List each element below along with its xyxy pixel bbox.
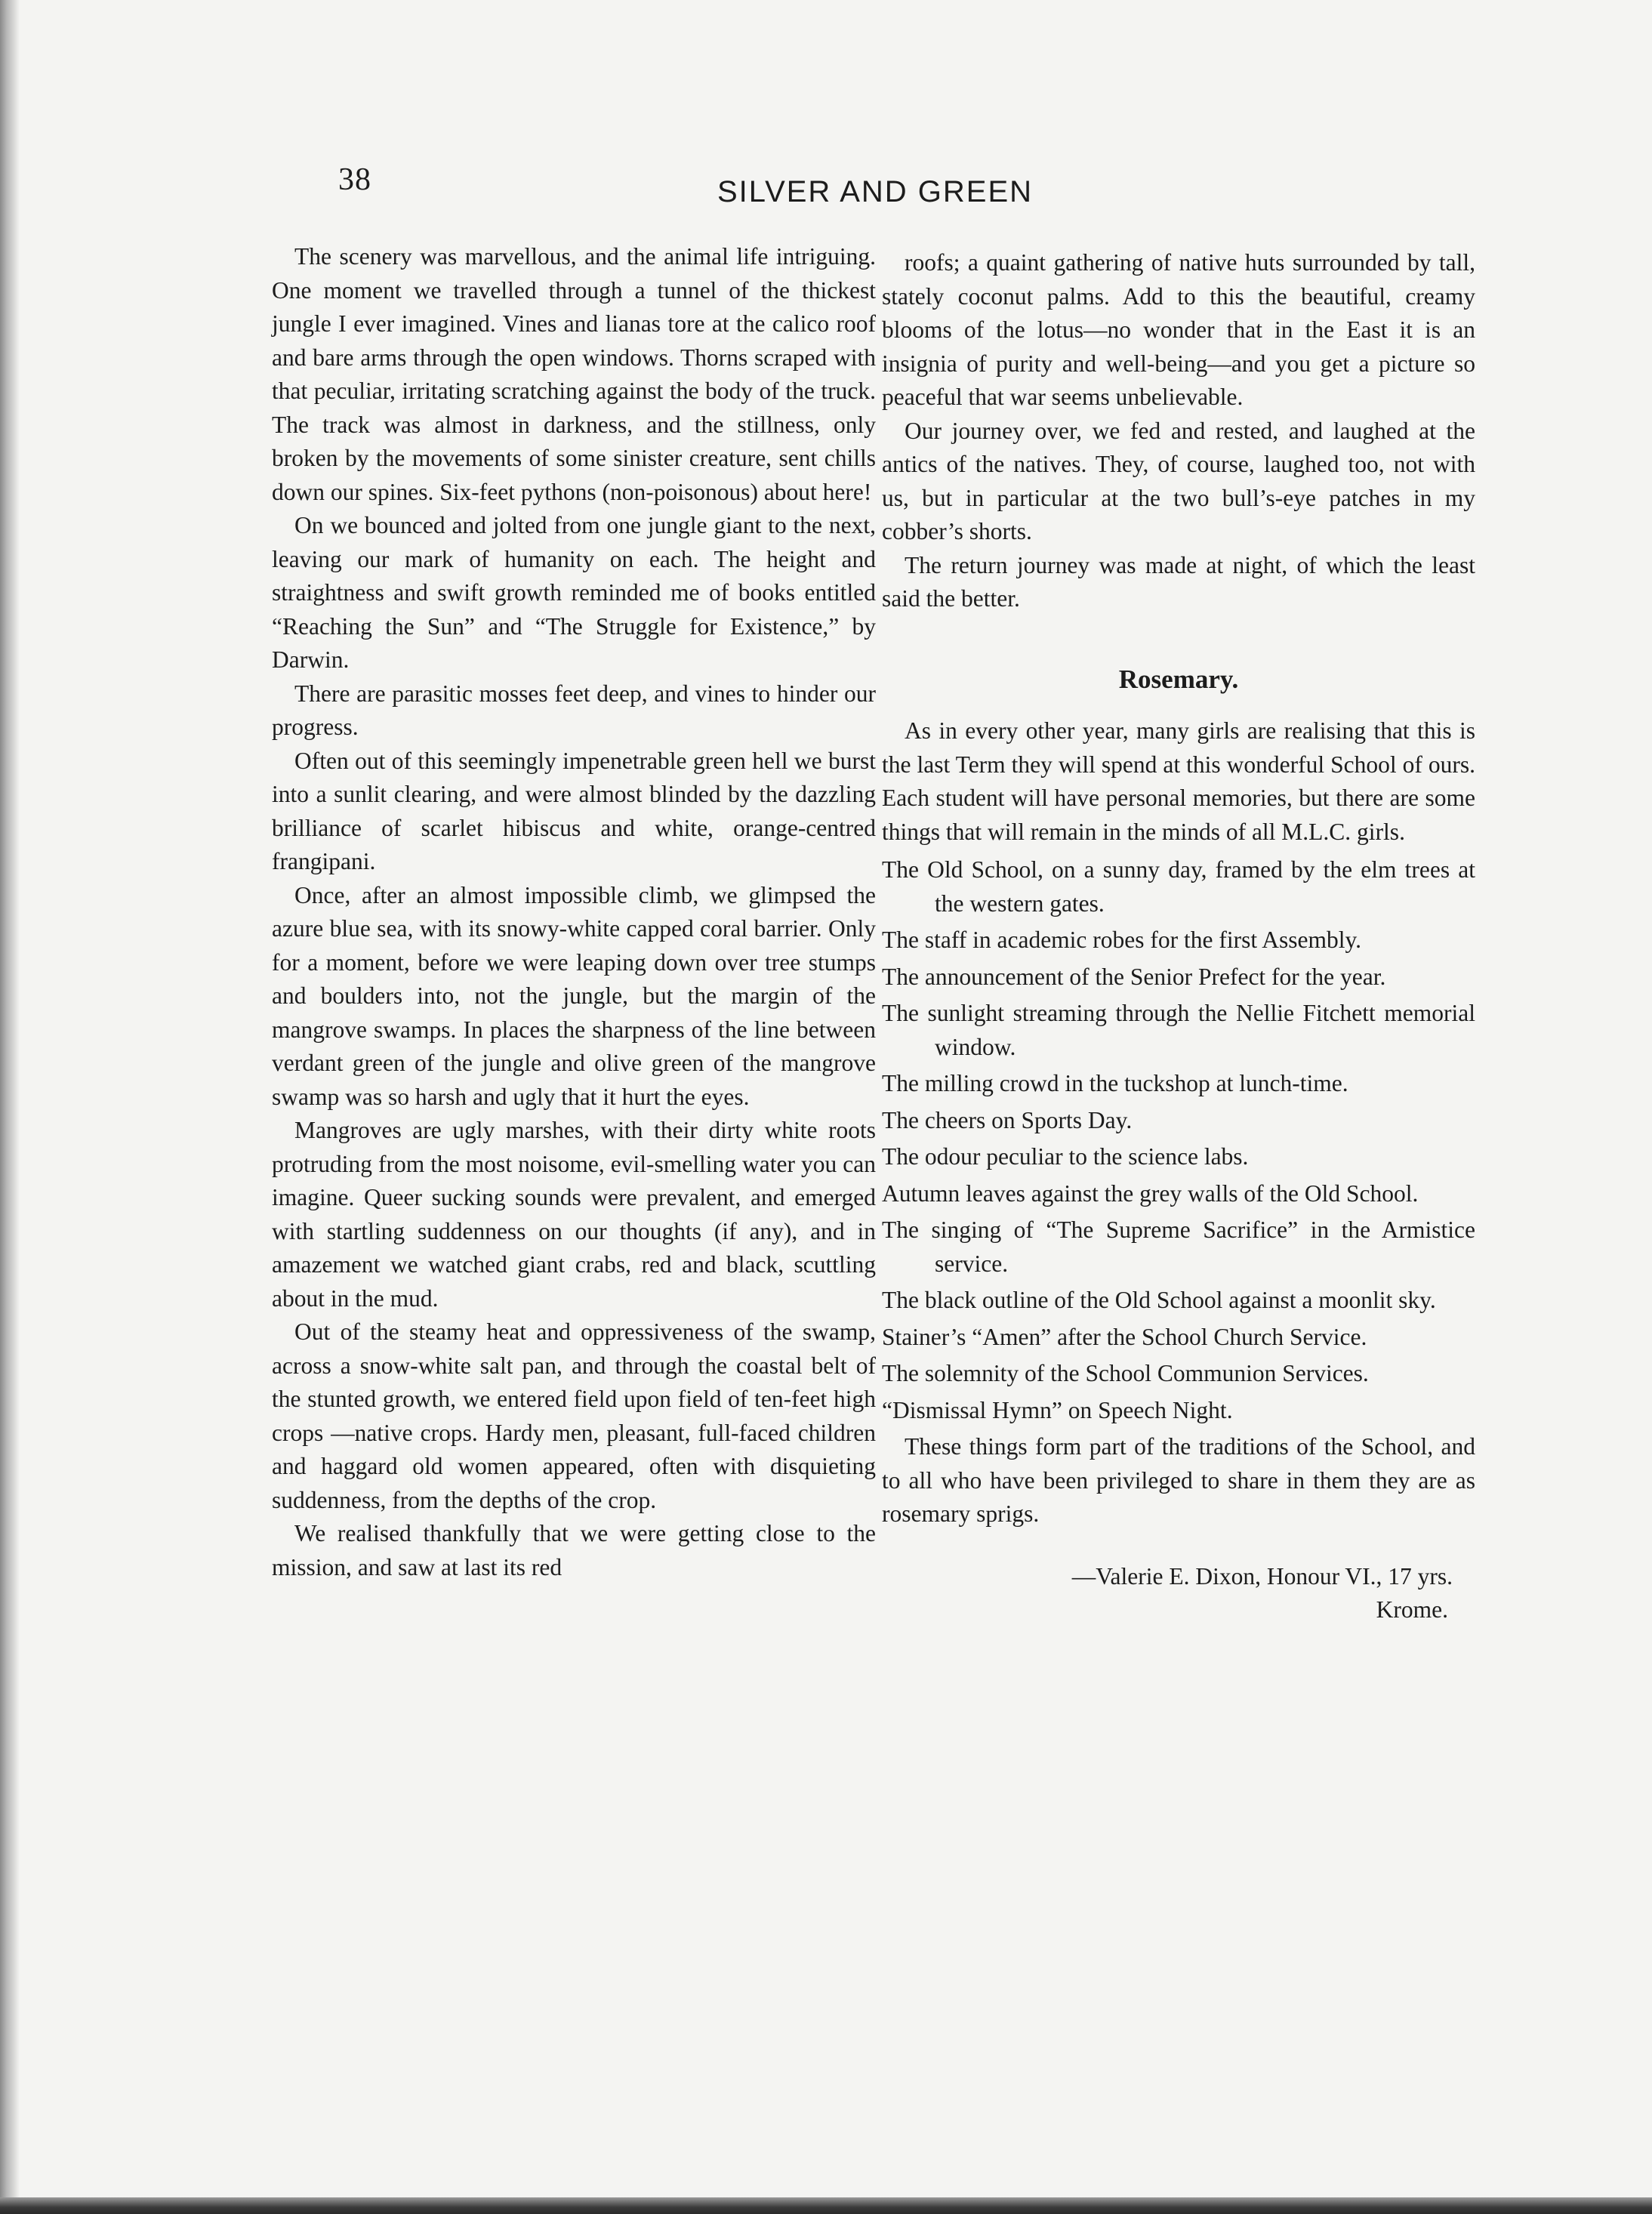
author-signature: —Valerie E. Dixon, Honour VI., 17 yrs. — [1071, 1562, 1453, 1590]
paragraph: roofs; a quaint gathering of native huts surrounded by tall, stately coconut palms. Add to this the beautiful, creamy blooms of the lotus—no wonder that in the East it is an insignia of purity and well-being—and you get a picture so peaceful that war seems unbelievable. — [882, 249, 1475, 410]
list-item: The black outline of the Old School against a moonlit sky. — [882, 1287, 1436, 1313]
list-item: The solemnity of the School Communion Services. — [882, 1360, 1369, 1386]
paragraph: Mangroves are ugly marshes, with their dirty white roots protruding from the most noisome, evil-smelling water you can imagine. Queer sucking sounds were prevalent, and emerged with startling suddenness on our thoughts (if any), and in amazement we watched giant crabs, red and black, scuttling about in the mud. — [272, 1117, 876, 1312]
list-item: Stainer’s “Amen” after the School Church Service. — [882, 1323, 1367, 1350]
paragraph: Once, after an almost impossible climb, we glimpsed the azure blue sea, with its snowy-white capped coral barrier. Only for a moment, before we were leaping down over tree stumps and boulders into, not the jungle, but the margin of the mangrove swamps. In places the sharpness of the line between verdant green of the jungle and olive green of the mangrove swamp was so harsh and ugly that it hurt the eyes. — [272, 881, 876, 1110]
page-binding-shadow — [0, 0, 20, 2214]
right-column — [882, 246, 1475, 1627]
list-item: The Old School, on a sunny day, framed by the elm trees at the western gates. — [882, 856, 1475, 917]
list-item: The sunlight streaming through the Nellie Fitchett memorial window. — [882, 1000, 1475, 1060]
list-item: The staff in academic robes for the first Assembly. — [882, 927, 1362, 953]
scan-bottom-edge — [0, 2197, 1652, 2214]
author-house: Krome. — [1376, 1596, 1448, 1623]
closing-paragraph: These things form part of the traditions of the School, and to all who have been privileged to share in them they are as rosemary sprigs. — [882, 1433, 1475, 1527]
rosemary-intro: As in every other year, many girls are realising that this is the last Term they will spend at this wonderful School of ours. Each student will have personal memories, but there are some things that will remain in the minds of all M.L.C. girls. — [882, 717, 1475, 845]
memory-list — [882, 853, 1475, 1427]
paragraph: The return journey was made at night, of which the least said the better. — [882, 551, 1475, 612]
left-column — [272, 240, 876, 1584]
section-title-rosemary: Rosemary. — [1118, 664, 1239, 694]
running-title: SILVER AND GREEN — [717, 175, 1034, 208]
list-item: Autumn leaves against the grey walls of the Old School. — [882, 1179, 1419, 1207]
paragraph: On we bounced and jolted from one jungle giant to the next, leaving our mark of humanity on each. The height and straightness and swift growth reminded me of books entitled “Reaching the Sun” and “The Struggle for Existence,” by Darwin. — [272, 512, 876, 673]
list-item: The announcement of the Senior Prefect for the year. — [882, 963, 1386, 990]
list-item: The odour peculiar to the science labs. — [882, 1143, 1249, 1170]
paragraph: The scenery was marvellous, and the animal life intriguing. One moment we travelled through a tunnel of the thickest jungle I ever imagined. Vines and lianas tore at the calico roof and bare arms through the open windows. Thorns scraped with that peculiar, irritating scratching against the body of the truck. The track was almost in darkness, and the stillness, only broken by the movements of some sinister creature, sent chills down our spines. Six-feet pythons (non-poisonous) about here! — [272, 243, 876, 505]
list-item: The cheers on Sports Day. — [882, 1106, 1133, 1133]
list-item: The milling crowd in the tuckshop at lunch-time. — [882, 1070, 1348, 1096]
list-item: “Dismissal Hymn” on Speech Night. — [882, 1396, 1233, 1423]
list-item: The singing of “The Supreme Sacrifice” in the Armistice service. — [882, 1216, 1475, 1277]
paragraph: Often out of this seemingly impenetrable green hell we burst into a sunlit clearing, and were almost blinded by the dazzling brilliance of scarlet hibiscus and white, orange-centred frangipani. — [272, 747, 876, 874]
paragraph: Our journey over, we fed and rested, and laughed at the antics of the natives. They, of course, laughed too, not with us, but in particular at the two bull’s-eye patches in my cobber’s shorts. — [882, 417, 1475, 544]
page-number: 38 — [338, 162, 371, 197]
paragraph: Out of the steamy heat and oppressiveness of the swamp, across a snow-white salt pan, and through the coastal belt of the stunted growth, we entered field upon field of ten-feet high crops —native crops. Hardy men, pleasant, full-faced children and haggard old women appeared, often with disquieting suddenness, from the depths of the crop. — [272, 1318, 876, 1513]
paragraph: We realised thankfully that we were getting close to the mission, and saw at last its red — [272, 1520, 876, 1580]
paragraph: There are parasitic mosses feet deep, and vines to hinder our progress. — [272, 680, 876, 740]
